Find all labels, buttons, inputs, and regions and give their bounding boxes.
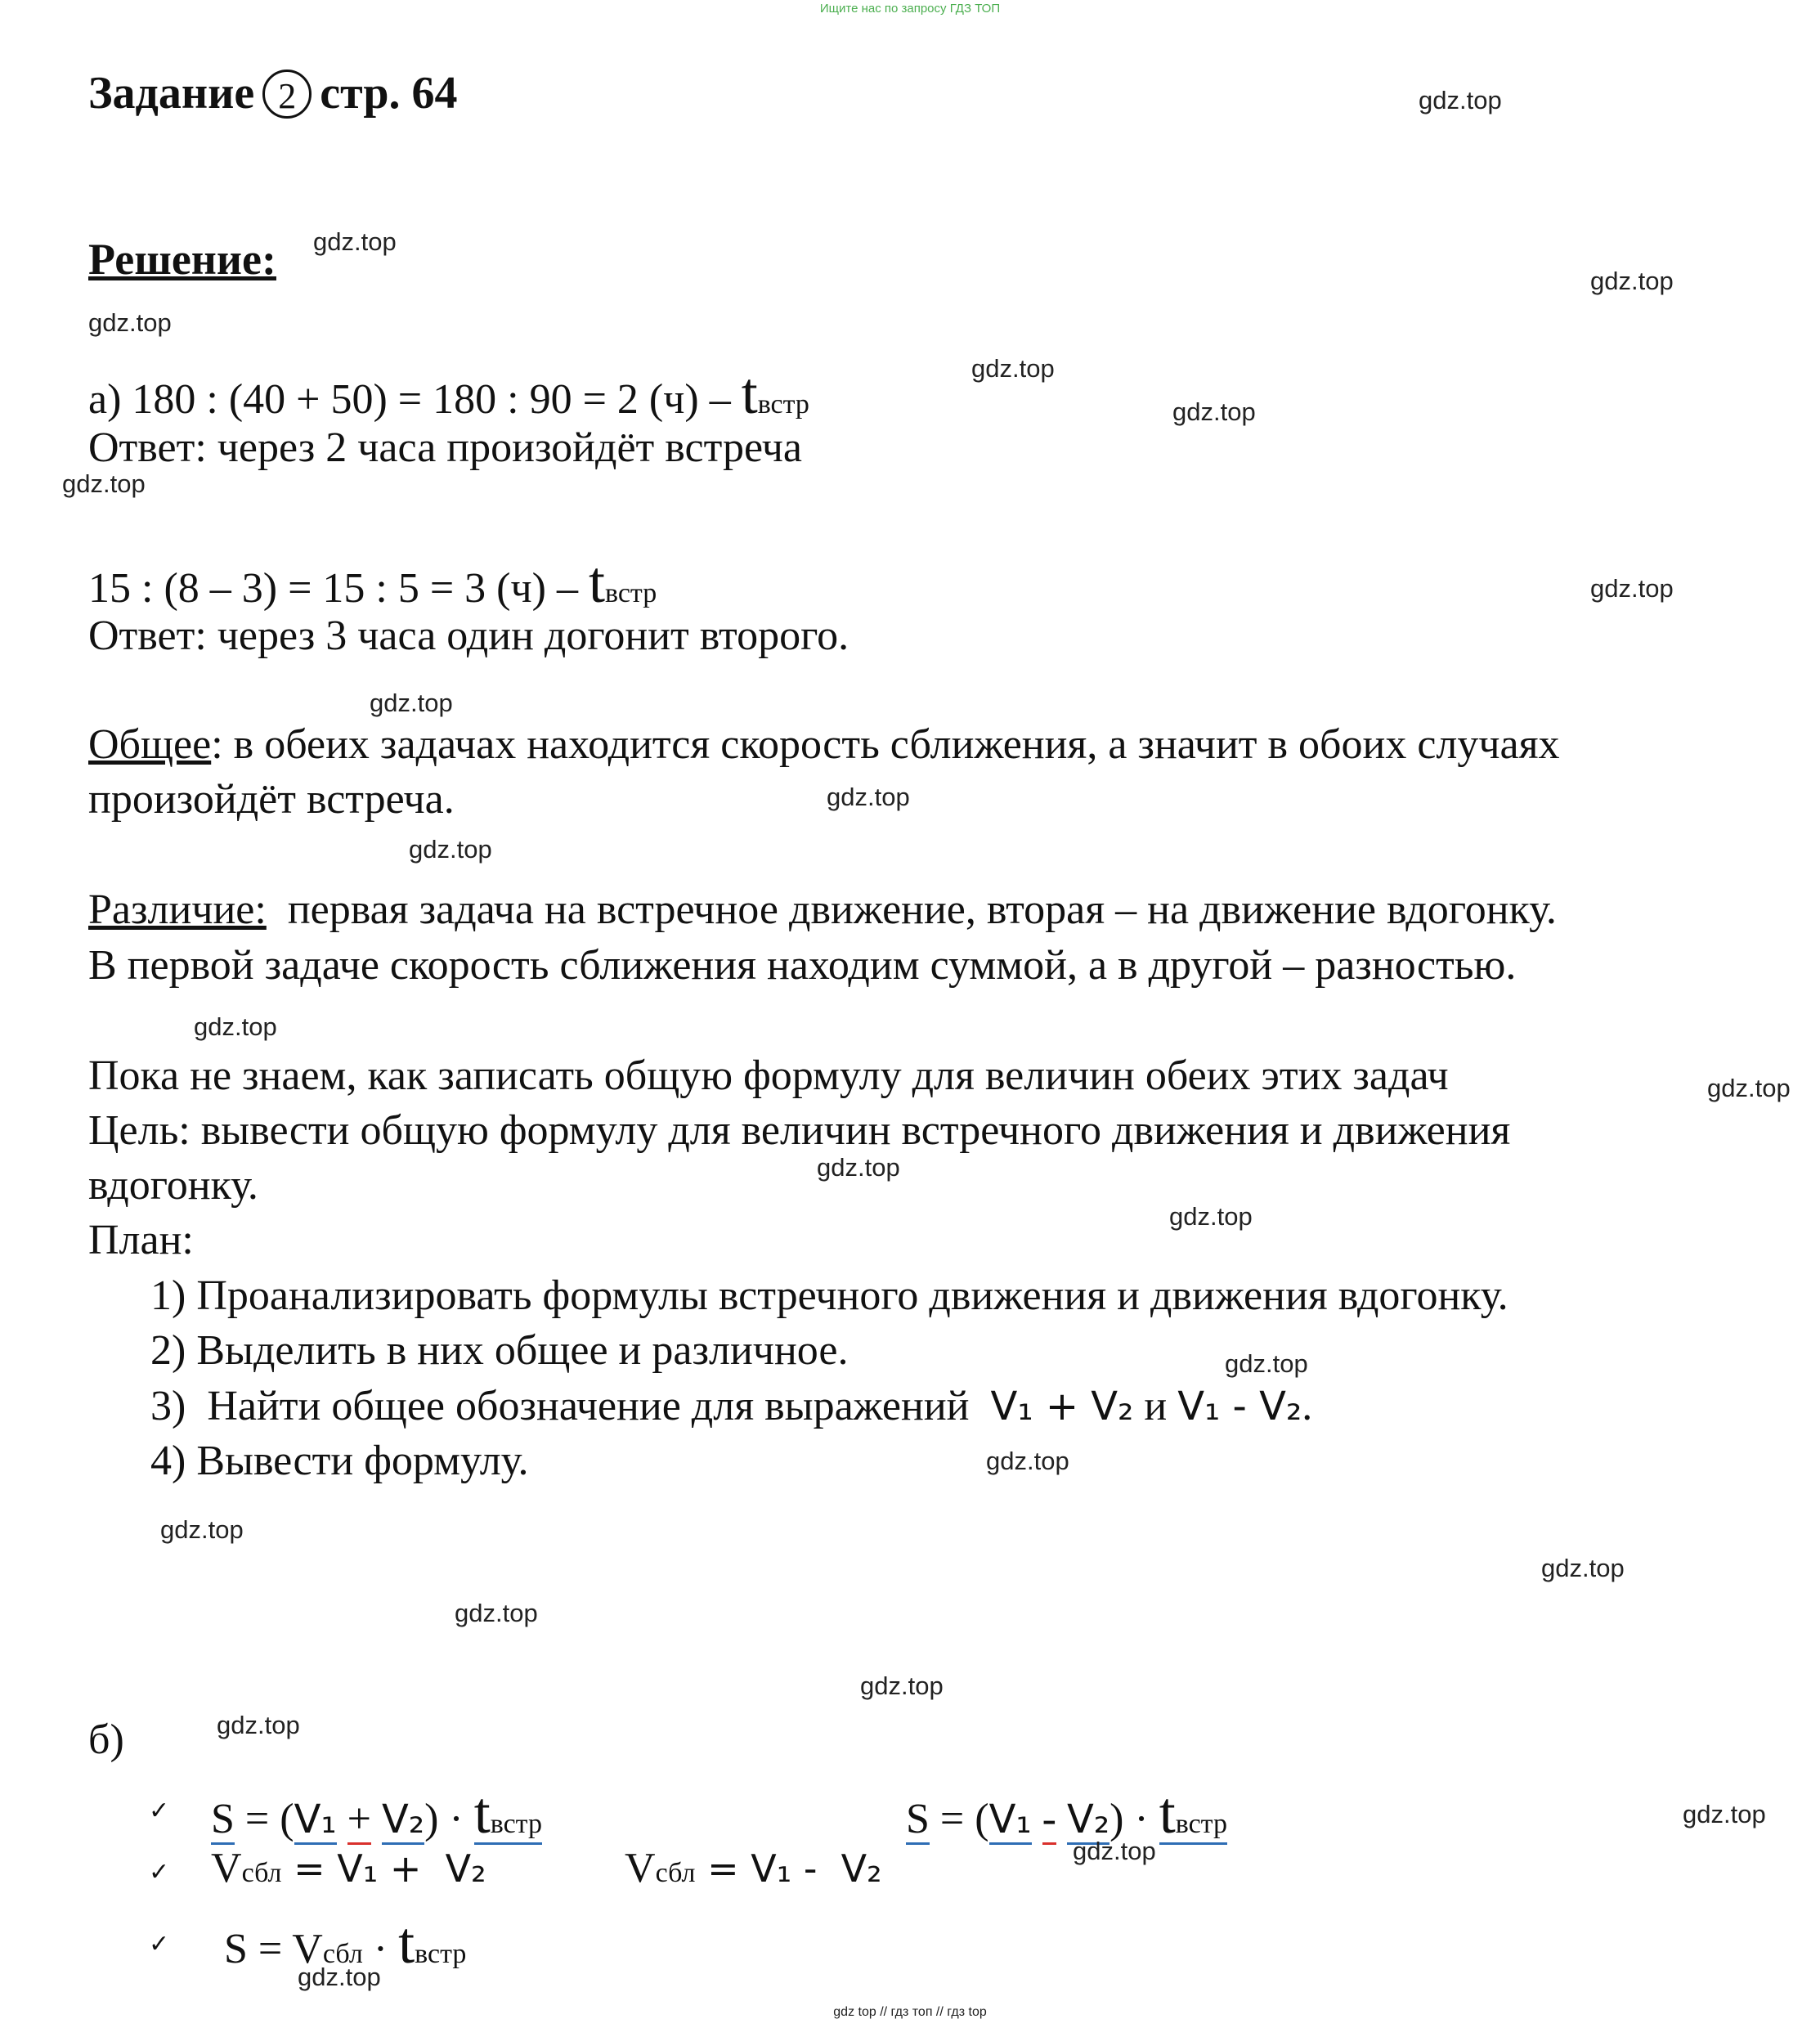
difference-line-2: В первой задаче скорость сближения находим суммой, а в другой – разностью. [88, 942, 1517, 989]
formula-s: S [906, 1796, 930, 1845]
check-icon: ✓ [149, 1858, 170, 1887]
formula-eq: = ( [234, 1796, 294, 1842]
watermark: gdz.top [194, 1012, 277, 1041]
formula-vsbl-diff [625, 1844, 882, 1892]
formula-plus: + [347, 1796, 371, 1845]
t-symbol: t [588, 550, 605, 615]
title-suffix: стр. 64 [320, 68, 458, 119]
plan-item [150, 1382, 1312, 1430]
plan-item: 1) Проанализировать формулы встречного движения и движения вдогонку. [150, 1272, 1508, 1319]
formula-eq: = ( [929, 1796, 989, 1842]
formula-vsbl-sum [211, 1844, 486, 1892]
t-subscript: встр [1175, 1809, 1227, 1839]
t-subscript: встр [757, 389, 809, 420]
plan-item: 4) Вывести формулу. [150, 1438, 529, 1484]
watermark: gdz.top [827, 783, 910, 811]
top-banner: Ищите нас по запросу ГДЗ ТОП [819, 2, 1001, 16]
t-symbol: t [398, 1910, 415, 1976]
page-title [88, 67, 457, 122]
formula-v1: V₁ [989, 1797, 1032, 1845]
v-letter: V [625, 1845, 656, 1891]
watermark: gdz.top [1172, 397, 1256, 426]
watermark: gdz.top [1169, 1202, 1253, 1231]
formula-minus: - [1042, 1796, 1056, 1845]
t-subscript: встр [490, 1809, 542, 1839]
common-line-1 [88, 720, 1560, 769]
watermark: gdz.top [817, 1153, 900, 1182]
check-icon: ✓ [149, 1797, 170, 1825]
formula-close: ) · [1109, 1796, 1159, 1842]
common-text: : в обеих задачах находится скорость сближения, а значит в обоих случаях [211, 721, 1560, 768]
watermark: gdz.top [1590, 574, 1674, 603]
goal-line-1: Пока не знаем, как записать общую формулу для величин обеих этих задач [88, 1052, 1449, 1099]
v-subscript: сбл [655, 1858, 696, 1888]
watermark: gdz.top [370, 689, 453, 717]
watermark: gdz.top [62, 469, 146, 498]
check-icon: ✓ [149, 1930, 170, 1958]
title-prefix: Задание [88, 68, 255, 119]
part-b-label: б) [88, 1716, 124, 1763]
watermark: gdz.top [986, 1447, 1069, 1475]
watermark: gdz.top [455, 1599, 538, 1627]
plan-label: План: [88, 1217, 194, 1263]
t-subscript: встр [415, 1939, 467, 1969]
difference-line-1 [88, 886, 1557, 934]
v-letter: V [211, 1845, 242, 1891]
watermark: gdz.top [88, 308, 172, 337]
watermark: gdz.top [1419, 86, 1502, 114]
calc-2-text: 15 : (8 – 3) = 15 : 5 = 3 (ч) – [88, 565, 589, 612]
footer-banner: gdz top // гдз топ // гдз top [833, 2005, 987, 2019]
watermark: gdz.top [313, 227, 397, 256]
formula-sum [211, 1779, 542, 1847]
watermark: gdz.top [160, 1515, 244, 1544]
watermark: gdz.top [1073, 1837, 1156, 1865]
calc-line-2 [88, 549, 657, 617]
formula-difference [906, 1779, 1227, 1847]
watermark: gdz.top [1541, 1554, 1625, 1582]
calc-line-1 [88, 360, 809, 428]
formula-s: S [211, 1796, 235, 1845]
expr-diff: V₁ - V₂ [1177, 1384, 1302, 1429]
plan-item-text: 3) Найти общее обозначение для выражений [150, 1383, 991, 1429]
formula-v1: V₁ [294, 1797, 337, 1845]
t-symbol: t [1159, 1780, 1176, 1846]
formula-close: ) · [424, 1796, 474, 1842]
answer-1: Ответ: через 2 часа произойдёт встреча [88, 424, 802, 471]
plan-item: 2) Выделить в них общее и различное. [150, 1327, 849, 1374]
formula-s-eq-v: S = V [224, 1926, 323, 1972]
t-symbol: t [741, 361, 758, 426]
expr-sum: V₁ + V₂ [990, 1384, 1134, 1429]
watermark: gdz.top [1707, 1074, 1791, 1102]
watermark: gdz.top [1225, 1349, 1308, 1378]
solution-heading: Решение: [88, 235, 276, 284]
watermark: gdz.top [971, 354, 1055, 383]
vsbl-expr: = V₁ - V₂ [695, 1846, 882, 1891]
t-subscript: встр [604, 578, 657, 608]
formula-v2: V₂ [1067, 1797, 1109, 1845]
watermark: gdz.top [860, 1671, 944, 1700]
v-subscript: сбл [241, 1858, 282, 1888]
calc-1-text: а) 180 : (40 + 50) = 180 : 90 = 2 (ч) – [88, 376, 742, 423]
watermark: gdz.top [298, 1963, 381, 1991]
watermark: gdz.top [1683, 1800, 1766, 1828]
answer-2: Ответ: через 3 часа один догонит второго. [88, 612, 849, 659]
goal-line-3: вдогонку. [88, 1162, 258, 1209]
watermark: gdz.top [1590, 267, 1674, 295]
watermark: gdz.top [217, 1711, 300, 1739]
difference-label: Различие: [88, 886, 267, 933]
task-number-circle: 2 [262, 70, 312, 119]
expr-and: и [1133, 1383, 1178, 1429]
formula-dot: · [362, 1926, 399, 1972]
v-subscript: сбл [322, 1939, 363, 1969]
expr-end: . [1302, 1383, 1313, 1429]
formula-v2: V₂ [382, 1797, 424, 1845]
t-symbol: t [473, 1780, 491, 1846]
goal-line-2: Цель: вывести общую формулу для величин встречного движения и движения [88, 1107, 1511, 1154]
difference-text: первая задача на встречное движение, вторая – на движение вдогонку. [266, 886, 1557, 933]
common-label: Общее [88, 721, 212, 768]
watermark: gdz.top [409, 835, 492, 864]
vsbl-expr: = V₁ + V₂ [281, 1846, 486, 1891]
common-line-2: произойдёт встреча. [88, 776, 455, 823]
